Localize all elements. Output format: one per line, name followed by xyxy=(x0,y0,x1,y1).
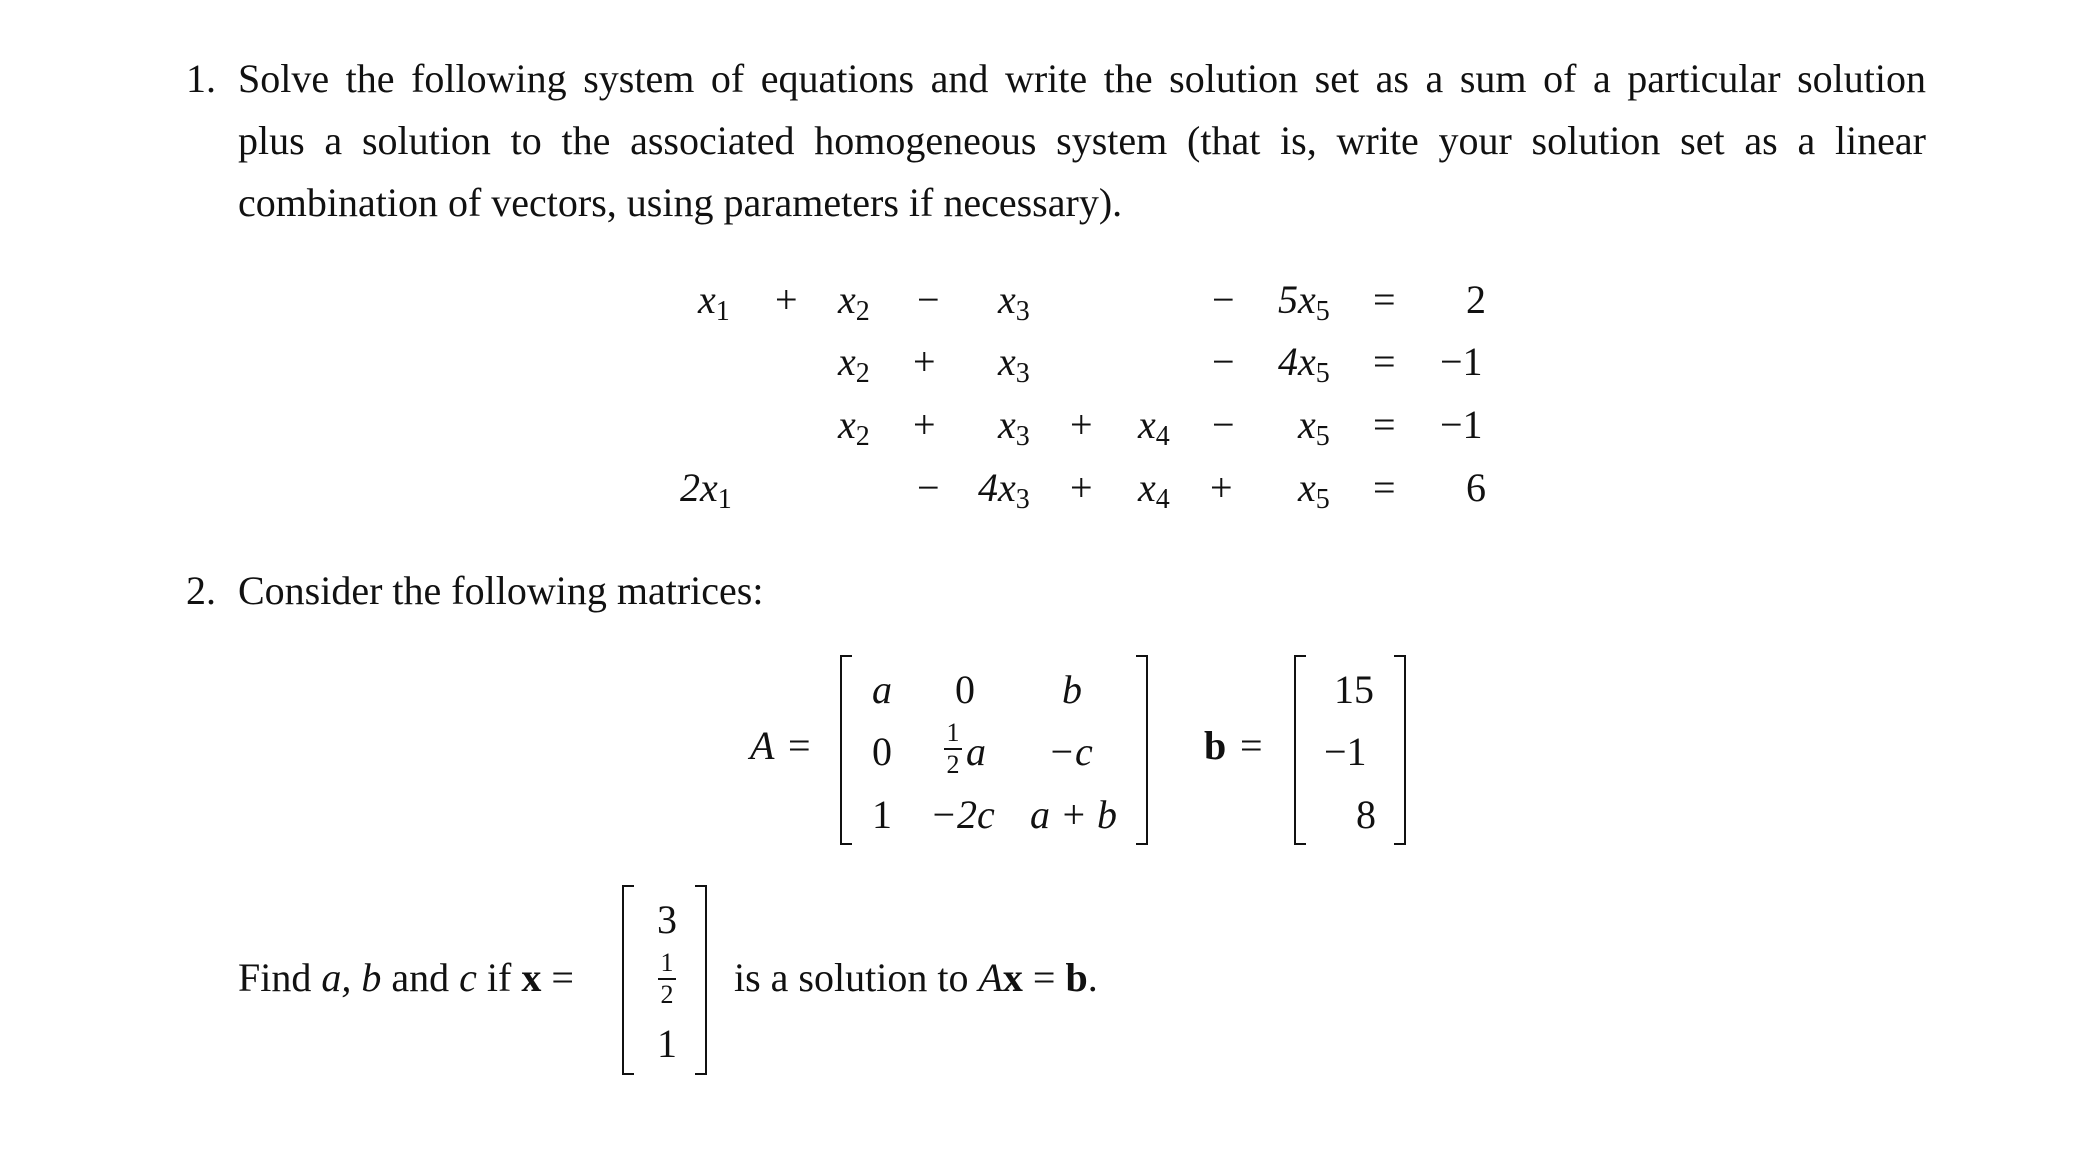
eq1-op1: + xyxy=(775,277,798,322)
problem-2-number: 2. xyxy=(186,568,216,613)
a-r2c3: −c xyxy=(1048,729,1093,774)
eq4-rhs: 6 xyxy=(1466,465,1486,510)
find-and: and xyxy=(391,955,450,1000)
x-r2-numerator: 1 xyxy=(660,948,674,977)
b-r2: −1 xyxy=(1324,729,1367,774)
eq4-term-x1: $2x_1$ xyxy=(680,465,732,515)
eq2-equals: = xyxy=(1373,339,1396,384)
b-r1: 15 xyxy=(1334,667,1374,712)
tail-words: is a solution to xyxy=(734,955,969,1000)
eq4-term-x4: $x_4$ xyxy=(1138,465,1170,515)
tail-b: b xyxy=(1065,955,1088,1000)
find-x-label: x xyxy=(521,955,542,1000)
eq4-op4: + xyxy=(1210,465,1233,510)
vector-x-right-bracket xyxy=(695,885,707,1075)
problem-1-number: 1. xyxy=(186,56,216,101)
x-r1: 3 xyxy=(657,897,677,942)
eq1-term-x1: $x_1$ xyxy=(698,277,730,327)
matrix-a-left-bracket xyxy=(840,655,852,845)
matrix-a-label: A xyxy=(750,723,775,768)
eq2-term-x5: $4x_5$ xyxy=(1278,339,1330,389)
eq3-term-x2: $x_2$ xyxy=(838,402,870,452)
eq1-equals: = xyxy=(1373,277,1396,322)
eq3-term-x3: $x_3$ xyxy=(998,402,1030,452)
matrix-a-right-bracket xyxy=(1136,655,1148,845)
b-r3: 8 xyxy=(1356,792,1376,837)
find-text xyxy=(238,955,574,1000)
eq3-equals: = xyxy=(1373,402,1396,447)
vector-b-equals: = xyxy=(1240,723,1263,768)
problem-2-intro: Consider the following matrices: xyxy=(238,568,764,613)
a-r1c2: 0 xyxy=(955,667,975,712)
eq1-op4: − xyxy=(1212,277,1235,322)
a-r2c2-denominator: 2 xyxy=(946,750,960,779)
eq2-op2: + xyxy=(913,339,936,384)
tail-equals: = xyxy=(1032,955,1056,1000)
x-r3: 1 xyxy=(657,1021,677,1066)
vector-x-left-bracket xyxy=(622,885,634,1075)
tail-a: A xyxy=(978,955,1003,1000)
eq1-op2: − xyxy=(917,277,940,322)
eq3-rhs: −1 xyxy=(1440,402,1483,447)
a-r3c3: a + b xyxy=(1030,792,1117,837)
x-r2-fraction xyxy=(658,950,676,1008)
eq3-op3: + xyxy=(1070,402,1093,447)
eq3-op4: − xyxy=(1212,402,1235,447)
problem-1-line-2: plus a solution to the associated homogeneous system (that is, write your solution set as a linear xyxy=(238,118,1926,163)
tail-text xyxy=(734,955,1098,1000)
tail-dot: . xyxy=(1087,955,1098,1000)
eq4-term-x5: $x_5$ xyxy=(1298,465,1330,515)
find-c: c xyxy=(459,955,477,1000)
eq1-term-x5: $5x_5$ xyxy=(1278,277,1330,327)
find-equals: = xyxy=(551,955,574,1000)
eq2-term-x2: $x_2$ xyxy=(838,339,870,389)
problem-1-line-3: combination of vectors, using parameters if necessary). xyxy=(238,180,1123,225)
eq3-term-x5: $x_5$ xyxy=(1298,402,1330,452)
x-r2-denominator: 2 xyxy=(660,980,674,1009)
eq4-op2: − xyxy=(917,465,940,510)
a-r2c2-numerator: 1 xyxy=(946,718,960,747)
a-r2c1: 0 xyxy=(872,729,892,774)
tail-x: x xyxy=(1002,955,1023,1000)
eq2-rhs: −1 xyxy=(1440,339,1483,384)
eq2-op4: − xyxy=(1212,339,1235,384)
eq3-term-x4: $x_4$ xyxy=(1138,402,1170,452)
a-r3c1: 1 xyxy=(872,792,892,837)
a-r2c2-fraction xyxy=(944,720,962,778)
vector-b-right-bracket xyxy=(1394,655,1406,845)
matrix-a-equals: = xyxy=(788,723,811,768)
eq4-equals: = xyxy=(1373,465,1396,510)
eq1-rhs: 2 xyxy=(1466,277,1486,322)
find-vars: a, b xyxy=(321,955,382,1000)
a-r3c2: −2c xyxy=(930,792,995,837)
a-r1c3: b xyxy=(1062,667,1082,712)
eq4-term-x3: $4x_3$ xyxy=(978,465,1030,515)
problem-1-line-1: Solve the following system of equations and write the solution set as a sum of a particular solution xyxy=(238,56,1926,101)
a-r1c1: a xyxy=(872,667,892,712)
eq4-op3: + xyxy=(1070,465,1093,510)
find-if: if xyxy=(486,955,512,1000)
vector-b-label: b xyxy=(1204,723,1227,768)
a-r2c2: a xyxy=(966,729,986,774)
find-word: Find xyxy=(238,955,312,1000)
vector-b-left-bracket xyxy=(1294,655,1306,845)
eq1-term-x3: $x_3$ xyxy=(998,277,1030,327)
eq2-term-x3: $x_3$ xyxy=(998,339,1030,389)
eq3-op2: + xyxy=(913,402,936,447)
eq1-term-x2: $x_2$ xyxy=(838,277,870,327)
